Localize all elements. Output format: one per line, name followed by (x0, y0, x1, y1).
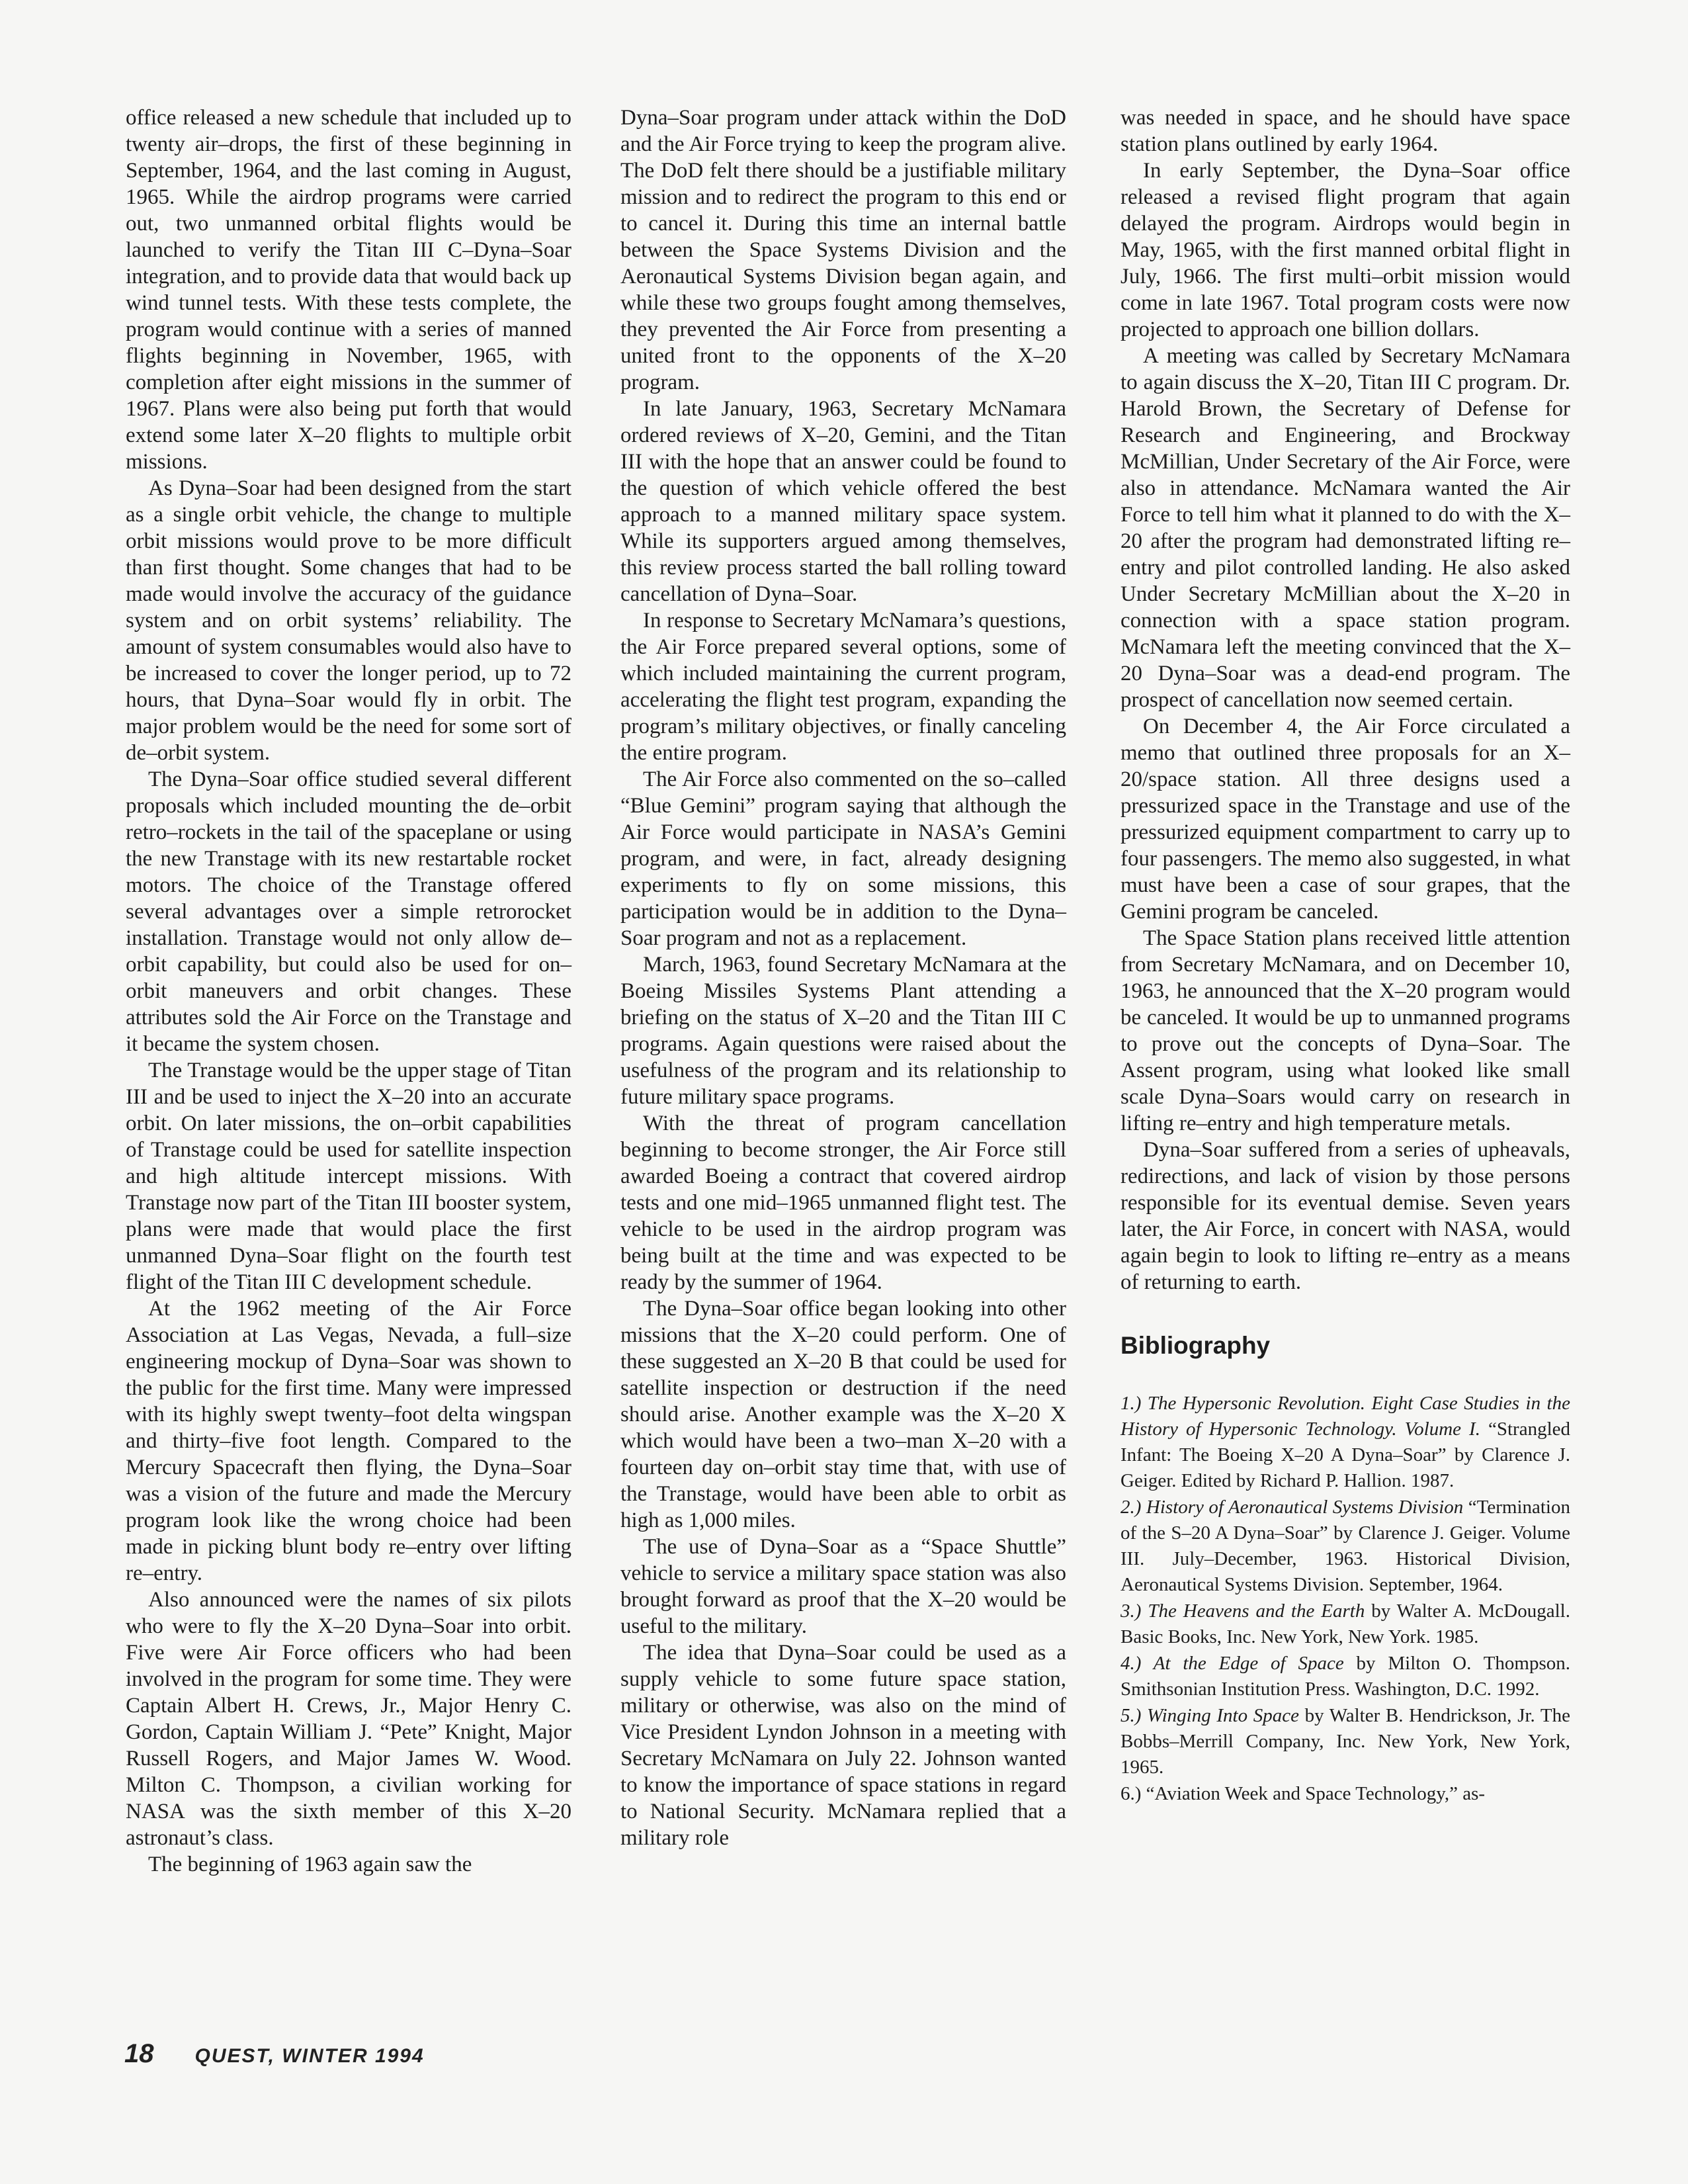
paragraph: On December 4, the Air Force circulated a memo that outlined three proposals for an X–20/space station. All three designs used a pressurized space in the Transtage and use of the pressurized equipment compartment to carry up to four passengers. The memo also suggested, in what must have been a case of sour grapes, that the Gemini program be canceled. (1120, 715, 1570, 924)
paragraph: In late January, 1963, Secretary McNamara ordered reviews of X–20, Gemini, and the Titan III with the hope that an answer could be found to the question of which vehicle offered the best approach to a manned military space system. While its supporters argued among themselves, this review process started the ball rolling toward cancellation of Dyna–Soar. (620, 397, 1066, 606)
bibliography-entry (1120, 1651, 1570, 1702)
column-3 (1120, 105, 1570, 1808)
paragraph: At the 1962 meeting of the Air Force Association at Las Vegas, Nevada, a full–size engineering mockup of Dyna–Soar was shown to the public for the first time. Many were impressed with its highly swept twenty–foot delta wingspan and thirty–five foot length. Compared to the Mercury Spacecraft then flying, the Dyna–Soar was a vision of the future and made the Mercury program look like the wrong choice had been made in picking blunt body re–entry over lifting re–entry. (126, 1297, 571, 1585)
bibliography-entry-details: “Aviation Week and Space Technology,” as- (1146, 1783, 1486, 1804)
bibliography-entry-details: by Milton O. Thompson. Smithsonian Institution Press. Washington, D.C. 1992. (1120, 1653, 1571, 1700)
bibliography-entry (1120, 1495, 1570, 1598)
bibliography-entry-number: 5.) (1120, 1705, 1148, 1726)
page-footer (124, 2039, 425, 2069)
bibliography-entry-details: “Strangled Infant: The Boeing X–20 A Dyna–Soar” by Clarence J. Geiger. Edited by Richard P. Hallion. 1987. (1120, 1419, 1571, 1491)
paragraph: Also announced were the names of six pilots who were to fly the X–20 Dyna–Soar into orbit. Five were Air Force officers who had been involved in the program for some time. They were Captain Albert H. Crews, Jr., Major Henry C. Gordon, Captain William J. “Pete” Knight, Major Russell Rogers, and Major James W. Wood. Milton C. Thompson, a civilian working for NASA was the sixth member of this X–20 astronaut’s class. (126, 1588, 571, 1850)
bibliography-entry-title: The Hypersonic Revolution. Eight Case Studies in the History of Hypersonic Technology. Volume I. (1120, 1393, 1570, 1440)
paragraph: A meeting was called by Secretary McNamara to again discuss the X–20, Titan III C program. Dr. Harold Brown, the Secretary of Defense for Research and Engineering, and Brockway McMillian, Under Secretary of the Air Force, were also in attendance. McNamara wanted the Air Force to tell him what it planned to do with the X–20 after the program had demonstrated lifting re–entry and pilot controlled landing. He also asked Under Secretary McMillian about the X–20 in connection with a space station program. McNamara left the meeting convinced that the X–20 Dyna–Soar was a dead-end program. The prospect of cancellation now seemed certain. (1120, 344, 1570, 712)
bibliography-entry (1120, 1598, 1570, 1650)
paragraph: March, 1963, found Secretary McNamara at the Boeing Missiles Systems Plant attending a briefing on the status of X–20 and the Titan III C programs. Again questions were raised about the usefulness of the program and its relationship to future military space programs. (620, 953, 1066, 1109)
bibliography-entry-number: 2.) (1120, 1497, 1146, 1518)
bibliography-entry-title: At the Edge of Space (1153, 1653, 1344, 1674)
bibliography-entry-details: by Walter B. Hendrickson, Jr. The Bobbs–Merrill Company, Inc. New York, New York, 1965. (1120, 1705, 1570, 1778)
paragraph: The idea that Dyna–Soar could be used as a supply vehicle to some future space station, military or otherwise, was also on the mind of Vice President Lyndon Johnson in a meeting with Secretary McNamara on July 22. Johnson wanted to know the importance of space stations in regard to National Security. McNamara replied that a military role (620, 1641, 1066, 1850)
column-1 (126, 105, 571, 1878)
bibliography-entry-title: History of Aeronautical Systems Division (1146, 1497, 1464, 1518)
bibliography-list (1120, 1391, 1570, 1807)
paragraph: In early September, the Dyna–Soar office released a revised flight program that again delayed the program. Airdrops would begin in May, 1965, with the first manned orbital flight in July, 1966. The first multi–orbit mission would come in late 1967. Total program costs were now projected to approach one billion dollars. (1120, 159, 1570, 341)
bibliography-entry (1120, 1391, 1570, 1494)
paragraph: The Air Force also commented on the so–called “Blue Gemini” program saying that although the Air Force would participate in NASA’s Gemini program, and were, in fact, already designing experiments to fly on some missions, this participation would be in addition to the Dyna–Soar program and not as a replacement. (620, 767, 1066, 950)
paragraph: The Space Station plans received little attention from Secretary McNamara, and on December 10, 1963, he announced that the X–20 program would be canceled. It would be up to unmanned programs to prove out the concepts of Dyna–Soar. The Assent program, using what looked like small scale Dyna–Soars would carry on research in lifting re–entry and high temperature metals. (1120, 926, 1570, 1135)
page-number: 18 (124, 2039, 154, 2068)
paragraph: With the threat of program cancellation beginning to become stronger, the Air Force still awarded Boeing a contract that covered airdrop tests and one mid–1965 unmanned flight test. The vehicle to be used in the airdrop program was being built at the time and was expected to be ready by the summer of 1964. (620, 1112, 1066, 1294)
column-2 (620, 105, 1066, 1851)
bibliography-heading: Bibliography (1120, 1332, 1271, 1359)
paragraph: office released a new schedule that included up to twenty air–drops, the first of these beginning in September, 1964, and the last coming in August, 1965. While the airdrop programs were carried out, two unmanned orbital flights would be launched to verify the Titan III C–Dyna–Soar integration, and to provide data that would back up wind tunnel tests. With these tests complete, the program would continue with a series of manned flights beginning in November, 1965, with completion after eight missions in the summer of 1967. Plans were also being put forth that would extend some later X–20 flights to multiple orbit missions. (126, 106, 571, 474)
paragraph: The Dyna–Soar office began looking into other missions that the X–20 could perform. One of these suggested an X–20 B that could be used for satellite inspection or destruction if the need should arise. Another example was the X–20 X which would have been a two–man X–20 with a fourteen day on–orbit stay time that, with use of the Transtage, would have been able to orbit as high as 1,000 miles. (620, 1297, 1066, 1532)
bibliography-entry-number: 1.) (1120, 1393, 1148, 1414)
paragraph: In response to Secretary McNamara’s questions, the Air Force prepared several options, some of which included maintaining the current program, accelerating the flight test program, expanding the program’s military objectives, or finally canceling the entire program. (620, 609, 1066, 765)
magazine-issue: QUEST, WINTER 1994 (194, 2045, 425, 2067)
paragraph: Dyna–Soar program under attack within the DoD and the Air Force trying to keep the program alive. The DoD felt there should be a justifiable military mission and to redirect the program to this end or to cancel it. During this time an internal battle between the Space Systems Division and the Aeronautical Systems Division began again, and while these two groups fought among themselves, they prevented the Air Force from presenting a united front to the opponents of the X–20 program. (620, 106, 1066, 394)
bibliography-entry-title: Winging Into Space (1147, 1705, 1299, 1726)
bibliography-entry (1120, 1703, 1570, 1780)
paragraph: The beginning of 1963 again saw the (148, 1853, 472, 1876)
bibliography-entry-number: 6.) (1120, 1783, 1146, 1804)
bibliography-entry-title: The Heavens and the Earth (1148, 1600, 1365, 1622)
paragraph: Dyna–Soar suffered from a series of upheavals, redirections, and lack of vision by those persons responsible for its eventual demise. Seven years later, the Air Force, in concert with NASA, would again begin to look to lifting re–entry as a means of returning to earth. (1120, 1138, 1570, 1294)
paragraph: The Dyna–Soar office studied several different proposals which included mounting the de–orbit retro–rockets in the tail of the spaceplane or using the new Transtage with its new restartable rocket motors. The choice of the Transtage offered several advantages over a simple retrorocket installation. Transtage would not only allow de–orbit capability, but could also be used for on–orbit maneuvers and orbit changes. These attributes sold the Air Force on the Transtage and it became the system chosen. (126, 767, 571, 1056)
paragraph: The Transtage would be the upper stage of Titan III and be used to inject the X–20 into an accurate orbit. On later missions, the on–orbit capabilities of Transtage could be used for satellite inspection and high altitude intercept missions. With Transtage now part of the Titan III booster system, plans were made that would place the first unmanned Dyna–Soar flight on the fourth test flight of the Titan III C development schedule. (126, 1059, 571, 1294)
bibliography-entry-number: 3.) (1120, 1600, 1148, 1622)
bibliography-entry-details: “Termination of the S–20 A Dyna–Soar” by Clarence J. Geiger. Volume III. July–December, 1963. Historical Division, Aeronautical Systems Division. September, 1964. (1120, 1497, 1570, 1595)
paragraph: was needed in space, and he should have space station plans outlined by early 1964. (1120, 106, 1570, 156)
column-3-body (1120, 105, 1570, 1295)
bibliography-entry (1120, 1781, 1570, 1807)
bibliography-entry-number: 4.) (1120, 1653, 1154, 1674)
paragraph: The use of Dyna–Soar as a “Space Shuttle” vehicle to service a military space station was also brought forward as proof that the X–20 would be useful to the military. (620, 1535, 1066, 1638)
paragraph: As Dyna–Soar had been designed from the start as a single orbit vehicle, the change to multiple orbit missions would prove to be more difficult than first thought. Some changes that had to be made would involve the accuracy of the guidance system and on orbit systems’ reliability. The amount of system consumables would also have to be increased to cover the longer period, up to 72 hours, that Dyna–Soar would fly in orbit. The major problem would be the need for some sort of de–orbit system. (126, 476, 571, 765)
bibliography-entry-details: by Walter A. McDougall. Basic Books, Inc. New York, New York. 1985. (1120, 1600, 1570, 1647)
